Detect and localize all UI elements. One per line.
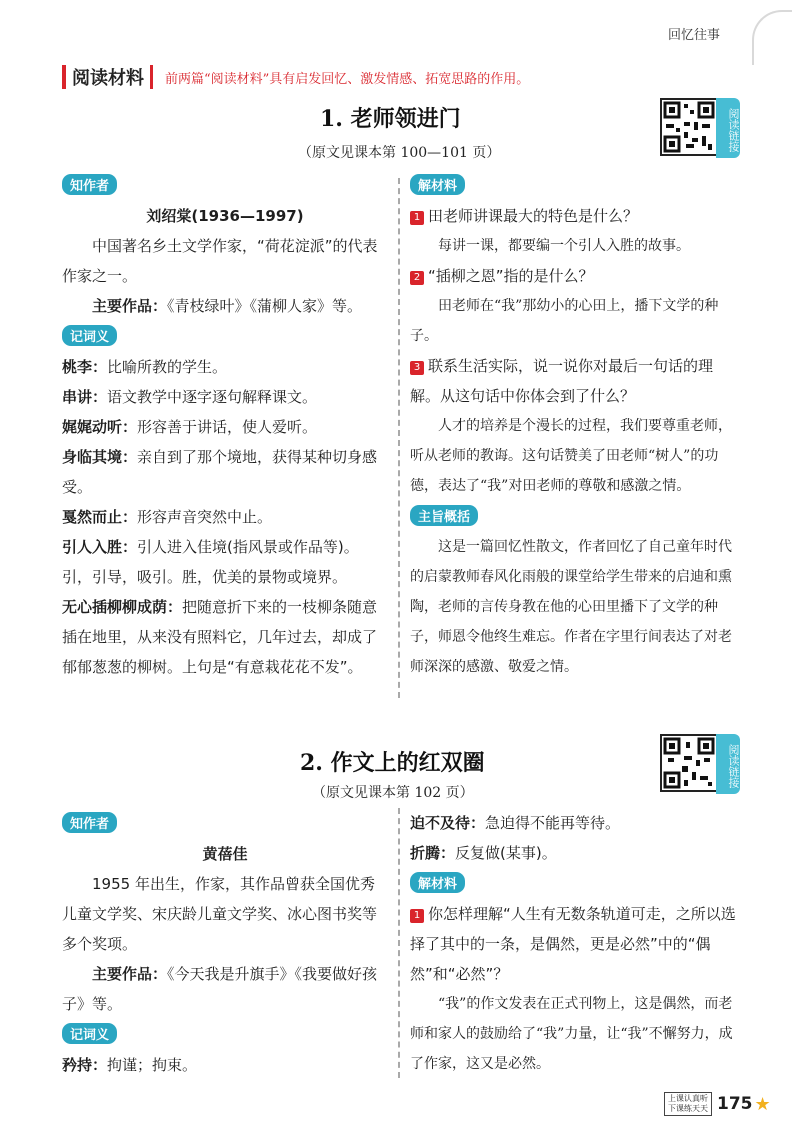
column-divider (398, 178, 400, 698)
qr-tag-label: 阅读链接 (716, 98, 740, 158)
word-definition: 拘谨；拘束。 (107, 1056, 198, 1074)
author-description: 中国著名乡土文学作家，“荷花淀派”的代表作家之一。 (62, 237, 378, 285)
article-1-right-column (410, 174, 740, 682)
corner-decoration (752, 10, 792, 65)
qr-code-link-2[interactable] (660, 734, 746, 794)
word-entry (62, 592, 388, 682)
article-2-left-column (62, 812, 388, 1080)
question-number: 3 (410, 361, 424, 375)
star-icon: ★ (754, 1093, 771, 1115)
word-term: 引人入胜： (62, 538, 138, 556)
word-definition: 把随意折下来的一枝柳条随意插在地里，从来没有照料它，几年过去，却成了郁郁葱葱的柳树。上句是“有意栽花花不发”。 (62, 598, 378, 676)
header-bar-decoration (62, 65, 66, 89)
word-definition: 形容善于讲话，使人爱听。 (137, 418, 318, 436)
article-2-source: （原文见课本第 102 页） (312, 785, 474, 801)
header-title: 阅读材料 (72, 68, 144, 89)
answer-text: 每讲一课，都要编一个引人入胜的故事。 (438, 238, 690, 254)
qr-code-icon (660, 98, 718, 156)
question-text: 联系生活实际，说一说你对最后一句话的理解。从这句话中你体会到了什么？ (410, 357, 714, 405)
header-description: 前两篇“阅读材料”具有启发回忆、激发情感、拓宽思路的作用。 (165, 71, 530, 87)
badge-analysis: 解材料 (410, 872, 465, 893)
word-definition: 语文教学中逐字逐句解释课文。 (107, 388, 318, 406)
main-works-list: 《青枝绿叶》《蒲柳人家》等。 (167, 297, 363, 315)
word-term: 桃李： (62, 358, 108, 376)
footer-slogan (664, 1092, 712, 1116)
word-definition: 形容声音突然中止。 (137, 508, 273, 526)
word-entry (410, 808, 740, 838)
word-entry (62, 352, 388, 382)
word-definition: 反复做(某事)。 (455, 844, 557, 862)
badge-know-author: 知作者 (62, 174, 117, 195)
word-term: 折腾： (410, 844, 456, 862)
article-1-source: （原文见课本第 100—101 页） (298, 145, 501, 161)
badge-word-meaning: 记词义 (62, 325, 117, 346)
word-term: 戛然而止： (62, 508, 138, 526)
question (410, 351, 740, 411)
column-divider (398, 808, 400, 1078)
word-entry (62, 412, 388, 442)
word-entry (62, 1050, 388, 1080)
qr-code-link-1[interactable] (660, 98, 746, 158)
word-term: 迫不及待： (410, 814, 486, 832)
page-footer (664, 1092, 771, 1116)
author-name: 黄蓓佳 (202, 845, 248, 863)
word-entry (62, 382, 388, 412)
main-works-label: 主要作品： (92, 297, 168, 315)
question (410, 261, 740, 291)
question (410, 899, 740, 989)
author-description: 1955 年出生，作家，其作品曾获全国优秀儿童文学奖、宋庆龄儿童文学奖、冰心图书奖等多个奖项。 (62, 875, 378, 953)
word-term: 矜持： (62, 1056, 108, 1074)
question-text: 田老师讲课最大的特色是什么？ (428, 207, 639, 225)
word-term: 娓娓动听： (62, 418, 138, 436)
header-bar-decoration (150, 65, 153, 89)
main-works-list: 《今天我是升旗手》《我要做好孩子》等。 (62, 965, 378, 1013)
word-entry (62, 532, 388, 592)
qr-tag-label: 阅读链接 (716, 734, 740, 794)
main-works (62, 291, 388, 321)
word-term: 身临其境： (62, 448, 138, 466)
answer-text: 人才的培养是个漫长的过程，我们要尊重老师，听从老师的教诲。这句话赞美了田老师“树人”的功德，表达了“我”对田老师的尊敬和感激之情。 (410, 418, 732, 494)
answer-text: 田老师在“我”那幼小的心田上，播下文学的种子。 (410, 298, 719, 344)
footer-slogan-line: 上课认真听 (668, 1094, 708, 1103)
main-works-label: 主要作品： (92, 965, 168, 983)
question-number: 1 (410, 211, 424, 225)
badge-word-meaning: 记词义 (62, 1023, 117, 1044)
word-entry (410, 838, 740, 868)
question-number: 2 (410, 271, 424, 285)
word-definition: 急迫得不能再等待。 (485, 814, 621, 832)
word-entry (62, 442, 388, 502)
word-entry (62, 502, 388, 532)
article-2-right-column (410, 808, 740, 1079)
word-definition: 亲自到了那个境地，获得某种切身感受。 (62, 448, 378, 496)
page-number: 175 (717, 1094, 753, 1114)
summary-text: 这是一篇回忆性散文，作者回忆了自己童年时代的启蒙教师春风化雨般的课堂给学生带来的启迪和熏陶，老师的言传身教在他的心田里播下了文学的种子，师恩令他终生难忘。作者在字里行间表达了对老师深深的感激、敬爱之情。 (410, 539, 732, 675)
question (410, 201, 740, 231)
word-term: 无心插柳柳成荫： (62, 598, 183, 616)
article-1-title: 1. 老师领进门 (320, 106, 461, 132)
article-1-left-column (62, 174, 388, 682)
question-number: 1 (410, 909, 424, 923)
author-name: 刘绍棠(1936—1997) (146, 207, 304, 225)
section-tab: 回忆往事 (668, 28, 721, 43)
word-definition: 引人进入佳境(指风景或作品等)。引，引导，吸引。胜，优美的景物或境界。 (62, 538, 359, 586)
section-header (62, 64, 529, 90)
badge-main-idea: 主旨概括 (410, 505, 478, 526)
badge-know-author: 知作者 (62, 812, 117, 833)
word-definition: 比喻所教的学生。 (107, 358, 228, 376)
main-works (62, 959, 388, 1019)
qr-code-icon (660, 734, 718, 792)
question-text: 你怎样理解“人生有无数条轨道可走，之所以选择了其中的一条，是偶然，更是必然”中的“偶然”和“必然”？ (410, 905, 736, 983)
question-text: “插柳之恩”指的是什么？ (428, 267, 594, 285)
word-term: 串讲： (62, 388, 108, 406)
answer-text: “我”的作文发表在正式刊物上，这是偶然，而老师和家人的鼓励给了“我”力量，让“我”不懈努力，成了作家，这又是必然。 (410, 996, 733, 1072)
footer-slogan-line: 下课练天天 (668, 1104, 708, 1113)
article-2-title: 2. 作文上的红双圈 (300, 750, 485, 776)
badge-analysis: 解材料 (410, 174, 465, 195)
